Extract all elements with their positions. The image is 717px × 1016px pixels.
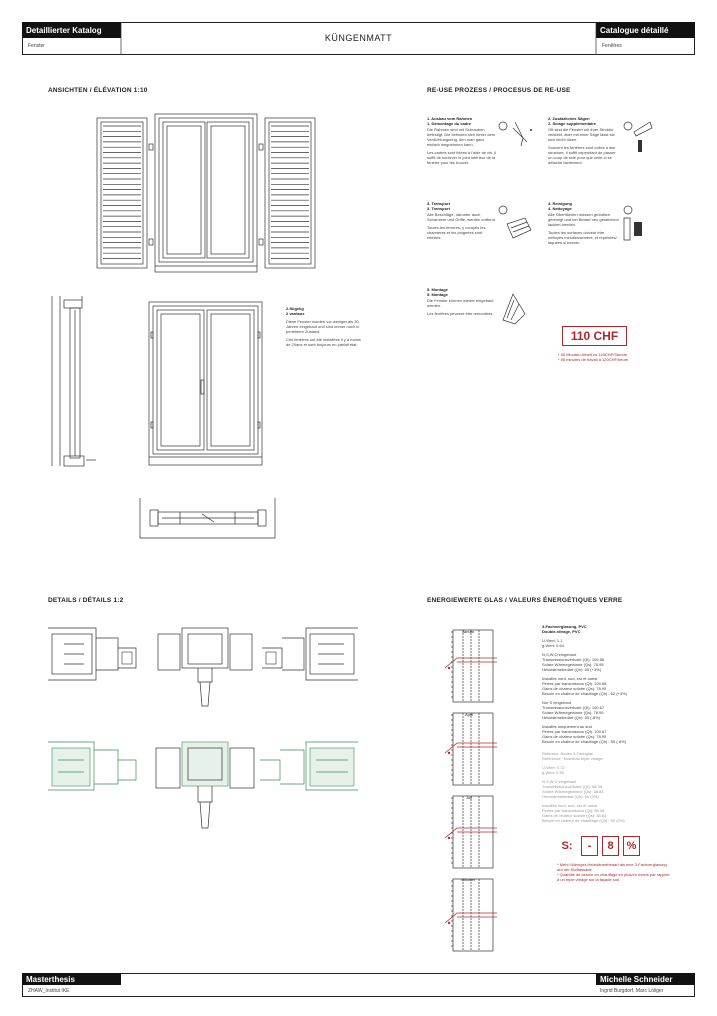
price-note [558, 352, 668, 362]
window-with-shutters-drawing [97, 114, 327, 274]
s-label-box: S: [561, 840, 573, 852]
step-4 [548, 201, 620, 245]
step-3-fr: Toutes les ferrures, y compris les charnières et les poignées sont retirées. [427, 225, 486, 240]
section-title-energy: ENERGIEWERTE GLAS / VALEURS ÉNERGÉTIQUES VERRE [427, 597, 623, 604]
ref-g-value: g-Wert: 0.50 [542, 770, 564, 775]
window-section-drawing [50, 296, 100, 471]
window-front-drawing [149, 302, 264, 467]
step-1-title1: 1. Ausbau vom Rahmen [427, 116, 473, 121]
block3-l3: Heizwärmebedarf (Qh): 55 (-8%) [542, 715, 601, 720]
block4-l2: Gains de chaleur solaire (Qs): 78.95 [542, 734, 607, 739]
price-note-fr: * 55 minutes de travail à 120CHF/heure [558, 357, 629, 362]
step-1-icon [497, 118, 537, 158]
ref-block2-l1: Pertes par transmission (Qt): 98.36 [542, 808, 605, 813]
block2-l2: Gains de chaleur solaire (Qs): 78.95 [542, 686, 607, 691]
step-1-de: Die Rahmen sind mit Schrauben befestigt. Die befinden sich hinter dem Verdichtungsring, den man ganz einfach wegnehmen kann. [427, 127, 496, 147]
price-tag: 110 CHF [562, 326, 627, 346]
block4-title: Installés uniquement au sud [542, 724, 592, 729]
month-label-1: Januar [462, 629, 475, 634]
step-1-title2: 1. Démontage du cadre [427, 121, 472, 126]
s-note-de: * Mehr-/Weniger-Heizwärmebedarf als eine 3-Fachverglasung auf der Südfassade [557, 862, 667, 872]
g-value: g-Wert: 0.64 [542, 643, 564, 648]
page-title: KÜNGENMATT [324, 33, 393, 43]
footer-left-label: Masterthesis [22, 973, 121, 985]
step-2-de: Oft sind die Fenster mit ihrer Struktur verklebt, aber mit einer Säge lässt sie sich leicht lösen. [548, 127, 615, 142]
section-title-reuse: RE-USE PROZESS / PROCESUS DE RE-USE [427, 87, 571, 94]
header-right-sub: Fenêtres [602, 43, 622, 49]
block1-title: N,S,W,O eingebaut [542, 652, 577, 657]
header-right-label: Catalogue détaillé [596, 22, 695, 38]
month-label-2: April [465, 712, 474, 717]
s-value-box: 8 [602, 836, 619, 856]
ref-block2-l3: Besoin en chaleur de chauffage (Qh) : 60 (0%) [542, 818, 625, 823]
block4-l3: Besoin en chaleur de chauffage (Qh) : 55 (-8%) [542, 739, 626, 744]
detail-profiles-black [48, 620, 358, 710]
s-unit-box: % [623, 836, 640, 856]
u-value: U-Wert: 1.1 [542, 638, 563, 643]
month-label-4: Oktober [461, 877, 476, 882]
step-3-title1: 3. Transport [427, 201, 450, 206]
block3-l2: Solare Wärmegewinne (Qs): 78.95 [542, 710, 604, 715]
block2-l1: Pertes par transmission (Qt): 109.88 [542, 681, 607, 686]
glazing-title-fr: Double-vitrage, PVC [542, 629, 581, 634]
step-4-title1: 4. Reinigung [548, 201, 572, 206]
window-plan-drawing [140, 498, 280, 548]
step-2-icon [620, 118, 660, 158]
step-5-icon [497, 290, 533, 330]
step-5 [427, 287, 497, 316]
step-2-fr: Souvent les fenêtres sont collés à leur structure, il suffit cependant de passer un coup de scie pour que celle-ci se détache facilement. [548, 145, 616, 165]
section-title-details: DETAILS / DÉTAILS 1:2 [48, 597, 124, 604]
step-4-de: Alle Oberflächen müssen gründlich gereinigt und bei Bedarf neu gestrichen/ lackiert werden. [548, 212, 619, 227]
block4-l1: Pertes par transmission (Qt): 100.67 [542, 729, 607, 734]
step-3-icon [497, 204, 537, 244]
glazing-diagrams [445, 630, 535, 960]
step-1-fr: Les cadres sont fixées à l'aide de vis. Il suffit de soulever le joint intérieur de la fenêtre pour les trouver. [427, 150, 497, 165]
step-5-de: Die Fenster können wieder eingebaut werden. [427, 298, 494, 308]
ref-block1-l2: Solare Wärmegewinne (Qs): 38.84 [542, 789, 604, 794]
header-left-label: Detaillierter Katalog [22, 22, 121, 38]
step-3-de: Alle Beschläge, darunter auch Scharniere und Griffe, werden entfernt. [427, 212, 497, 222]
detail-profiles-green [48, 720, 358, 830]
glazing-title-de: 3-Fachverglasung, PVC [542, 624, 587, 629]
footer-frame [22, 973, 695, 997]
window-note-title1: 2-flügelig [286, 306, 304, 311]
section-title-elevation: ANSICHTEN / ÉLÉVATION 1:10 [48, 87, 148, 94]
step-1 [427, 116, 497, 165]
ref-block2-title: Installés nord, sud, est et ouest [542, 803, 598, 808]
ref-block2-l2: Gains de chaleur solaire (Qs): 38.84 [542, 813, 607, 818]
block3-l1: Transmissionsverluste (Qt): 100.67 [542, 705, 605, 710]
ref-block1-title: N,S,W,O eingebaut [542, 779, 577, 784]
energy-text-block [542, 624, 657, 823]
step-4-title2: 4. Nettoyage [548, 206, 572, 211]
step-5-title2: 5. Montage [427, 292, 448, 297]
step-2-title2: 2. Sciage supplémentaire [548, 121, 597, 126]
block1-l2: Solare Wärmegewinne (Qs): 78.95 [542, 662, 604, 667]
window-note-title2: 2 vantaux [286, 311, 305, 316]
s-note [557, 862, 672, 882]
step-5-fr: Les fenêtres peuvent être remontées. [427, 311, 494, 316]
step-5-title1: 5. Montage [427, 287, 448, 292]
footer-right-label: Michelle Schneider [596, 973, 695, 985]
step-2-title1: 2. Zusätzliches Sägen [548, 116, 590, 121]
footer-right-sub: Ingrid Burgdorf, Marc Löliger [600, 988, 664, 994]
step-3 [427, 201, 497, 240]
ref-block1-l1: Transmissionsverluste (Qt): 98.36 [542, 784, 602, 789]
block2-l3: Besoin en chaleur de chauffage (Qh) : 62 (+3%) [542, 691, 627, 696]
header-left-sub: Fenster [28, 43, 45, 49]
header-dividers [0, 0, 717, 60]
window-note-de: Diese Fenster wurden vor weniger als 30 Jahren eingebaut und sind immer noch in perfektem Zustand. [286, 319, 360, 334]
block3-title: Nur S eingebaut [542, 700, 571, 705]
window-note [286, 306, 364, 347]
price-note-de: * 55 Minuten Arbeit zu 120CHF/Stunde [558, 352, 627, 357]
block2-title: Installés nord, sud, est et ouest [542, 676, 598, 681]
step-4-icon [620, 204, 660, 244]
step-4-fr: Toutes les surfaces doivent être nettoyés minutieusement, et repeintes/ laquées si besoin. [548, 230, 617, 245]
month-label-3: Juli [466, 795, 473, 800]
ref-title-fr: Référence : Nouveau triple vitrage [542, 756, 603, 761]
step-2 [548, 116, 620, 165]
block1-l1: Transmissionsverluste (Qt): 109.88 [542, 657, 605, 662]
ref-u-value: U-Wert: 0.72 [542, 765, 565, 770]
ref-block1-l3: Heizwärmebedarf (Qh): 60 (0%) [542, 794, 599, 799]
step-3-title2: 3. Transport [427, 206, 450, 211]
s-note-fr: * Quantité de besoin en chauffage en plus/en moins par rapport à un triple vitrage sur la façade sud [557, 872, 670, 882]
s-sign-box: - [581, 836, 598, 856]
footer-left-sub: ZHAW_Institut IKE [28, 988, 70, 994]
ref-title-de: Referenz: Neues 3-Fachglas [542, 751, 593, 756]
window-note-fr: Ces fenêtres ont été installées il y a moins de 20ans et sont toujours en parfait état. [286, 337, 361, 347]
block1-l3: Heizwärmebedarf (Qh): 65 (+3%) [542, 667, 602, 672]
